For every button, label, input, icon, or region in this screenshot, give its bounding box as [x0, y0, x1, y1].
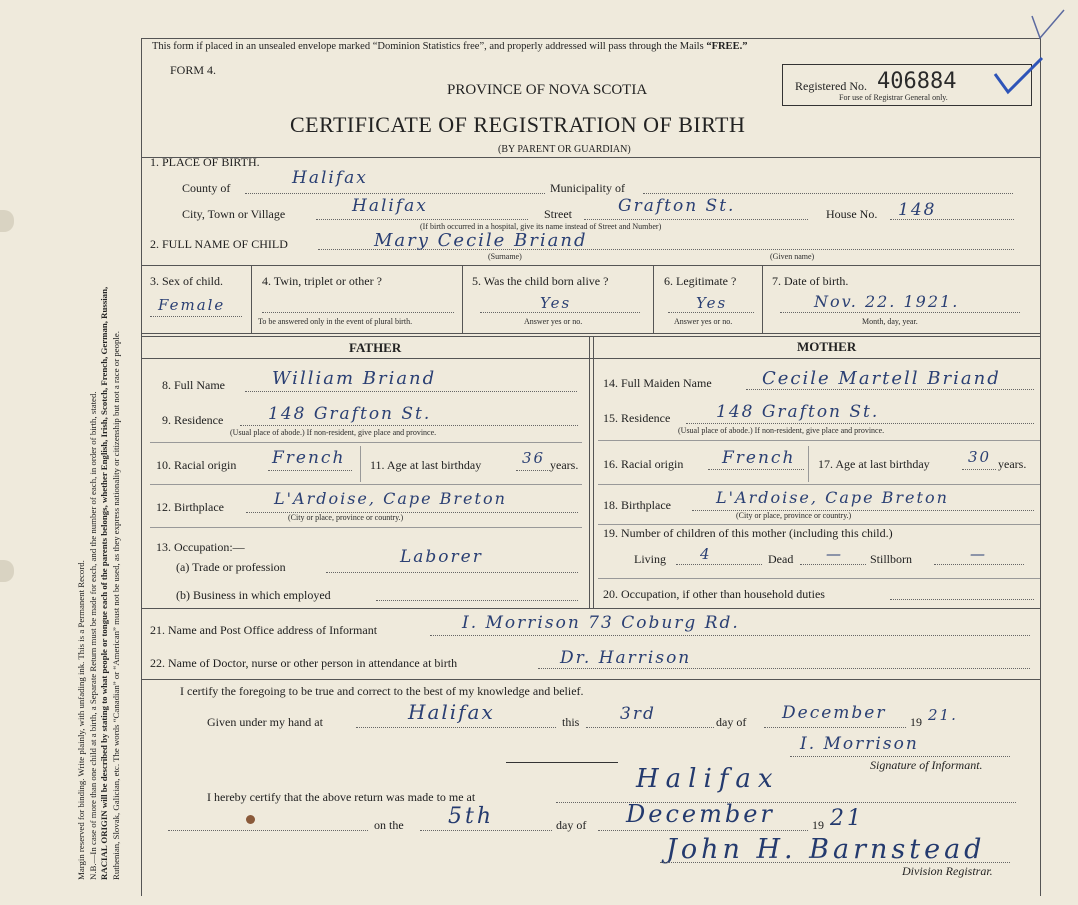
sex-label: 3. Sex of child. [150, 274, 223, 288]
frame-left [141, 38, 142, 896]
dob-label: 7. Date of birth. [772, 274, 849, 288]
legitimate-note: Answer yes or no. [674, 317, 733, 326]
given-year-value: 21. [928, 706, 958, 724]
registrar-year-prefix: 19 [812, 818, 824, 832]
twin-label: 4. Twin, triplet or other ? [262, 274, 382, 288]
mother-residence-label: 15. Residence [603, 411, 671, 425]
mother-age-value: 30 [968, 448, 992, 466]
father-birthplace-note: (City or place, province or country.) [288, 513, 404, 522]
born-alive-label: 5. Was the child born alive ? [472, 274, 609, 288]
mother-heading: MOTHER [797, 339, 857, 354]
father-name-value: William Briand [272, 368, 437, 389]
frame-right [1040, 38, 1041, 896]
informant-value: I. Morrison 73 Coburg Rd. [462, 613, 740, 633]
municipality-label: Municipality of [550, 181, 625, 195]
mother-birthplace-label: 18. Birthplace [603, 498, 671, 512]
hospital-note: (If birth occurred in a hospital, give its name instead of Street and Number) [420, 222, 662, 231]
surname-caption: (Surname) [488, 252, 522, 261]
mother-years-label: years. [998, 457, 1027, 471]
year-prefix: 19 [910, 715, 922, 729]
living-label: Living [634, 552, 666, 566]
given-day-value: 3rd [620, 704, 656, 724]
certificate-subtitle: (BY PARENT OR GUARDIAN) [498, 144, 631, 155]
doctor-label: 22. Name of Doctor, nurse or other person in attendance at birth [150, 656, 458, 670]
dead-value: — [826, 545, 843, 563]
father-birthplace-label: 12. Birthplace [156, 500, 224, 514]
sex-value: Female [158, 296, 226, 314]
divider [141, 157, 1041, 158]
mother-birthplace-value: L'Ardoise, Cape Breton [716, 488, 949, 507]
divider [141, 608, 1041, 609]
city-value: Halifax [352, 196, 428, 216]
mother-name-value: Cecile Martell Briand [762, 368, 1001, 389]
father-residence-note: (Usual place of abode.) If non-resident, give place and province. [230, 428, 437, 437]
father-racial-label: 10. Racial origin [156, 458, 237, 472]
frame-top [141, 38, 1041, 39]
given-month-value: December [782, 703, 887, 723]
certify-statement: I certify the foregoing to be true and correct to the best of my knowledge and belief. [180, 684, 584, 698]
mother-birthplace-note: (City or place, province or country.) [736, 511, 852, 520]
county-value: Halifax [292, 168, 368, 188]
check-mark-icon [990, 52, 1050, 112]
place-of-birth-heading: 1. PLACE OF BIRTH. [150, 155, 260, 169]
form-number: FORM 4. [170, 63, 217, 77]
dead-label: Dead [768, 552, 794, 566]
child-name-value: Mary Cecile Briand [374, 230, 588, 251]
mother-racial-value: French [722, 448, 796, 468]
dayof-label: day of [716, 715, 747, 729]
mother-occupation-label: 20. Occupation, if other than household duties [603, 587, 825, 601]
mother-residence-note: (Usual place of abode.) If non-resident, give place and province. [678, 426, 885, 435]
legitimate-label: 6. Legitimate ? [664, 274, 737, 288]
street-value: Grafton St. [618, 196, 736, 216]
on-the-label: on the [374, 818, 404, 832]
registrar-year-value: 21 [830, 806, 864, 831]
margin-notes [76, 287, 122, 880]
dob-value: Nov. 22. 1921. [814, 292, 960, 311]
house-label: House No. [826, 207, 878, 221]
twin-note: To be answered only in the event of plural birth. [258, 317, 413, 326]
divider [141, 265, 1041, 266]
divider [141, 679, 1041, 680]
informant-label: 21. Name and Post Office address of Informant [150, 623, 378, 637]
father-racial-value: French [272, 448, 346, 468]
stillborn-label: Stillborn [870, 552, 913, 566]
margin-note: N.B.—In case of more than one child at a birth, a Separate Return must be made for each, and the number of each, in order of birth, stated. [87, 391, 98, 880]
doctor-value: Dr. Harrison [560, 648, 692, 668]
father-residence-label: 9. Residence [162, 413, 224, 427]
certificate-title: CERTIFICATE OF REGISTRATION OF BIRTH [290, 112, 746, 137]
occupation-label: 13. Occupation:— [156, 540, 245, 554]
city-label: City, Town or Village [182, 207, 286, 221]
registrar-month-value: December [626, 800, 775, 828]
province-title: PROVINCE OF NOVA SCOTIA [447, 82, 648, 98]
house-value: 148 [898, 200, 937, 220]
this-label: this [562, 715, 580, 729]
given-name-caption: (Given name) [770, 252, 815, 261]
mail-note: This form if placed in an unsealed envelope marked “Dominion Statistics free”, and properly addressed will pass through the Mails “FREE.” [152, 41, 748, 52]
margin-note: RACIAL ORIGIN will be described by stating to what people or tongue each of the parents belongs, whether English, Irish, Scotch, French, German, Russian, [99, 286, 110, 880]
registered-number: 406884 [877, 69, 957, 94]
born-alive-note: Answer yes or no. [524, 317, 583, 326]
living-value: 4 [700, 545, 712, 563]
registrar-dayof-label: day of [556, 818, 587, 832]
father-birthplace-value: L'Ardoise, Cape Breton [274, 489, 507, 508]
margin-note: Margin reserved for binding. Write plainly, with unfading ink. This is a Permanent Record. [76, 560, 86, 880]
born-alive-value: Yes [540, 294, 572, 312]
registrar-caption: Division Registrar. [902, 864, 993, 878]
father-age-label: 11. Age at last birthday [370, 458, 482, 472]
stillborn-value: — [970, 545, 987, 563]
child-name-label: 2. FULL NAME OF CHILD [150, 237, 288, 251]
county-label: County of [182, 181, 231, 195]
punch-hole [0, 210, 14, 232]
divider [141, 333, 1041, 334]
dob-note: Month, day, year. [862, 317, 918, 326]
father-years-label: years. [550, 458, 579, 472]
father-age-value: 36 [522, 449, 546, 467]
registrar-note: For use of Registrar General only. [839, 93, 948, 102]
registrar-day-value: 5th [448, 804, 495, 829]
father-heading: FATHER [349, 340, 402, 355]
registrar-signature: John H. Barnstead [666, 834, 986, 865]
mother-racial-label: 16. Racial origin [603, 457, 684, 471]
mother-age-label: 17. Age at last birthday [818, 457, 930, 471]
registrar-statement: I hereby certify that the above return was made to me at [207, 790, 476, 804]
children-count-label: 19. Number of children of this mother (including this child.) [603, 526, 893, 540]
registered-label: Registered No. [795, 79, 867, 93]
punch-hole [0, 560, 14, 582]
business-label: (b) Business in which employed [176, 588, 331, 602]
informant-signature: I. Morrison [800, 734, 919, 754]
father-name-label: 8. Full Name [162, 378, 225, 392]
margin-note: Ruthenian, Slovak, Galician, etc. The words “Canadian” or “American” must not be used, as they express nationality or citizenship but not a race or people. [110, 331, 121, 880]
trade-value: Laborer [400, 547, 483, 567]
ink-spot [246, 815, 255, 824]
father-residence-value: 148 Grafton St. [268, 404, 432, 424]
legitimate-value: Yes [696, 294, 728, 312]
check-mark-icon [1028, 8, 1068, 48]
registrar-place-value: Halifax [636, 764, 780, 794]
street-label: Street [544, 207, 572, 221]
trade-label: (a) Trade or profession [176, 560, 286, 574]
given-label: Given under my hand at [207, 715, 323, 729]
mother-name-label: 14. Full Maiden Name [603, 376, 712, 390]
given-place-value: Halifax [408, 700, 495, 724]
informant-signature-caption: Signature of Informant. [870, 758, 983, 772]
mother-residence-value: 148 Grafton St. [716, 402, 880, 422]
